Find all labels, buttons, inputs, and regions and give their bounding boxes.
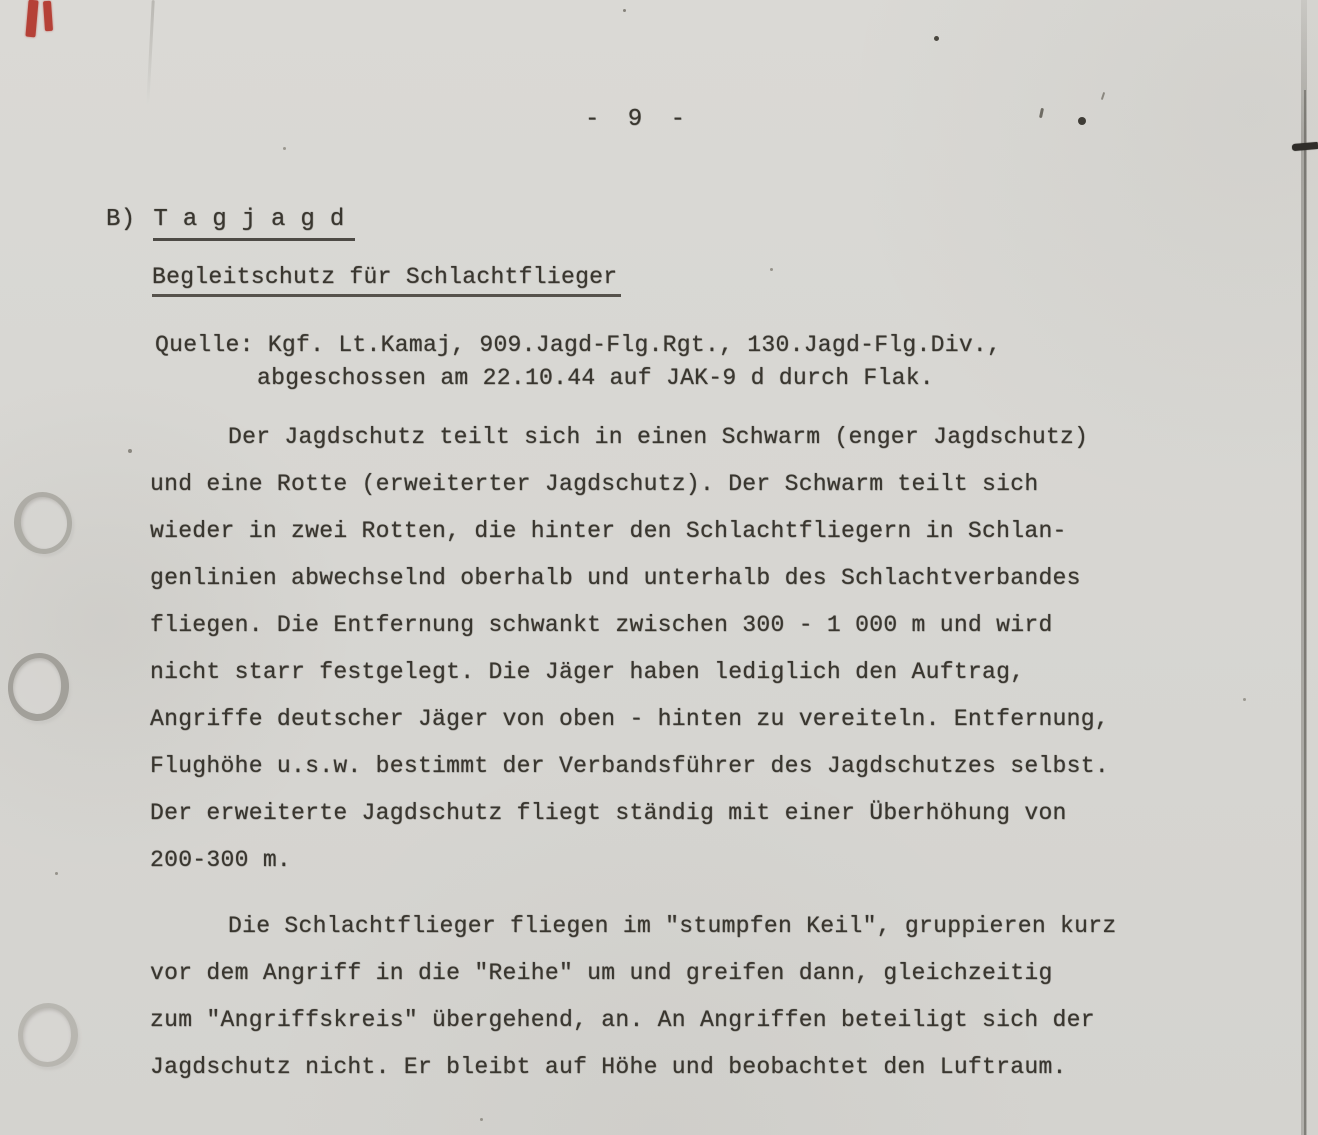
paper-speck: [623, 9, 626, 12]
paragraph: [150, 903, 1116, 1091]
text-line: vor dem Angriff in die "Reihe" um und greifen dann, gleichzeitig: [150, 960, 1053, 986]
paper-speck: [1039, 108, 1044, 118]
text-line: Flughöhe u.s.w. bestimmt der Verbandsführer des Jagdschutzes selbst.: [150, 753, 1109, 779]
text-line: nicht starr festgelegt. Die Jäger haben lediglich den Auftrag,: [150, 659, 1025, 685]
punch-hole: [16, 1001, 80, 1069]
paper-speck: [1101, 92, 1105, 100]
margin-tick-mark: [1292, 142, 1318, 151]
text-line: Jagdschutz nicht. Er bleibt auf Höhe und beobachtet den Luftraum.: [150, 1054, 1067, 1080]
text-line: Der Jagdschutz teilt sich in einen Schwarm (enger Jagdschutz): [228, 424, 1089, 450]
text-line: und eine Rotte (erweiterter Jagdschutz). Der Schwarm teilt sich: [150, 471, 1039, 497]
paper-speck: [128, 449, 132, 453]
page-edge-line: [1304, 90, 1306, 1135]
text-line: 200-300 m.: [150, 847, 292, 873]
paper-speck: [934, 36, 939, 41]
paper-streak: [146, 0, 154, 105]
punch-hole: [10, 488, 76, 557]
paper-speck: [1078, 117, 1086, 125]
paper-speck: [480, 1118, 483, 1121]
text-line: Die Schlachtflieger fliegen im "stumpfen Keil", gruppieren kurz: [228, 913, 1117, 939]
red-crayon-mark: [25, 0, 38, 37]
section-label: B): [106, 206, 136, 233]
paragraph: [150, 414, 1109, 884]
source-line: Quelle: Kgf. Lt.Kamaj, 909.Jagd-Flg.Rgt., 130.Jagd-Flg.Div.,: [155, 332, 1002, 358]
text-line: zum "Angriffskreis" übergehend, an. An Angriffen beteiligt sich der: [150, 1007, 1095, 1033]
text-line: wieder in zwei Rotten, die hinter den Schlachtfliegern in Schlan-: [150, 518, 1067, 544]
red-crayon-mark: [43, 1, 53, 31]
text-line: genlinien abwechselnd oberhalb und unterhalb des Schlachtverbandes: [150, 565, 1081, 591]
paper-speck: [1243, 698, 1246, 701]
section-heading: [106, 206, 355, 241]
text-line: fliegen. Die Entfernung schwankt zwischen 300 - 1 000 m und wird: [150, 612, 1053, 638]
text-line: Angriffe deutscher Jäger von oben - hinten zu vereiteln. Entfernung,: [150, 706, 1109, 732]
source-line: abgeschossen am 22.10.44 auf JAK-9 d durch Flak.: [257, 365, 934, 391]
text-line: Der erweiterte Jagdschutz fliegt ständig mit einer Überhöhung von: [150, 800, 1067, 826]
subheading: Begleitschutz für Schlachtflieger: [152, 264, 621, 297]
paper-speck: [770, 268, 773, 271]
paper-speck: [55, 872, 58, 875]
paper-speck: [283, 147, 286, 150]
punch-hole: [5, 650, 73, 724]
section-title: T a g j a g d: [153, 206, 354, 241]
page-number: - 9 -: [585, 106, 693, 133]
